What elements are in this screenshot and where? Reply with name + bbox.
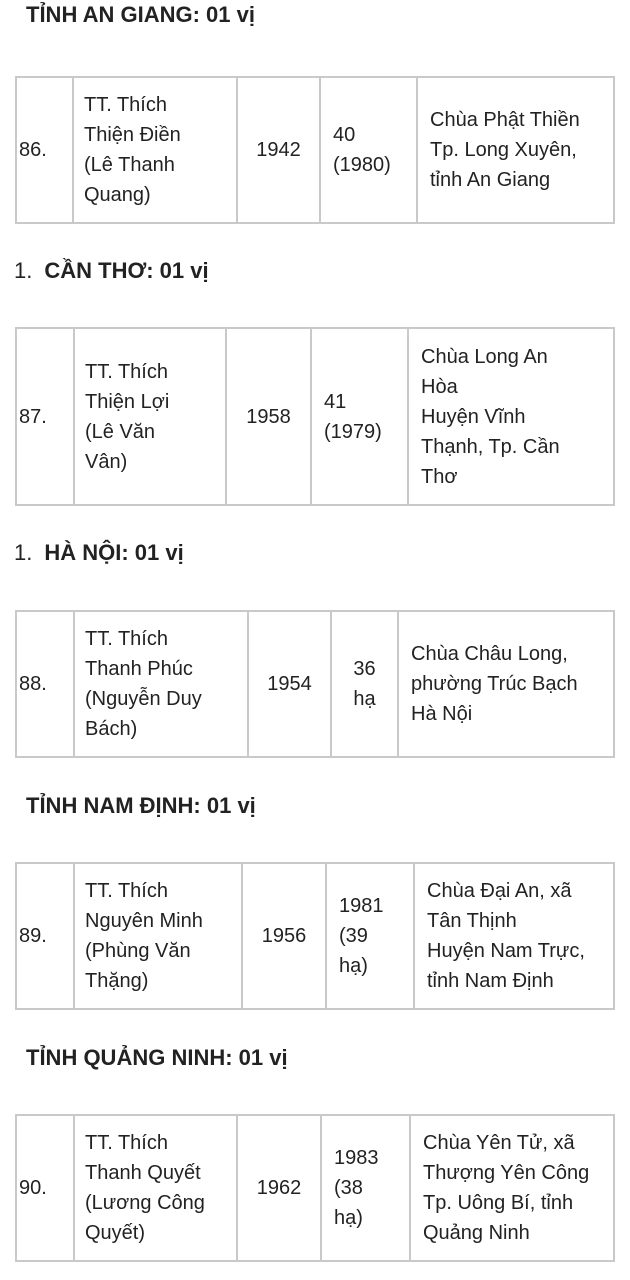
name-cell: TT. Thích Thanh Quyết (Lương Công Quyết) [74,1115,237,1261]
stt-cell: 87. [16,328,74,505]
address-cell: Chùa Châu Long, phường Trúc Bạch Hà Nội [398,611,614,757]
section-heading [14,793,256,819]
section-heading [14,540,184,566]
birth-year-cell: 1956 [242,863,326,1009]
birth-year-cell: 1942 [237,77,320,223]
section-title: TỈNH AN GIANG: 01 vị [26,2,255,27]
section-number: 1. [14,540,33,565]
table-row [16,611,614,757]
ha-cell: 40 (1980) [320,77,417,223]
record-table [15,862,615,1010]
stt-cell: 88. [16,611,74,757]
birth-year-cell: 1954 [248,611,331,757]
ha-cell: 41 (1979) [311,328,408,505]
record-table [15,327,615,506]
table-row [16,1115,614,1261]
record-table [15,76,615,224]
name-cell: TT. Thích Nguyên Minh (Phùng Văn Thặng) [74,863,242,1009]
stt-cell: 89. [16,863,74,1009]
stt-cell: 86. [16,77,73,223]
birth-year-cell: 1962 [237,1115,321,1261]
section-title: CẦN THƠ: 01 vị [44,258,209,283]
section-number: 1. [14,258,33,283]
section-title: HÀ NỘI: 01 vị [44,540,184,565]
table-row [16,863,614,1009]
section-title: TỈNH NAM ĐỊNH: 01 vị [26,793,256,818]
address-cell: Chùa Phật Thiền Tp. Long Xuyên, tỉnh An Giang [417,77,614,223]
record-table [15,610,615,758]
table-row [16,328,614,505]
section-heading [14,1045,288,1071]
ha-cell: 1983 (38 hạ) [321,1115,410,1261]
address-cell: Chùa Long An Hòa Huyện Vĩnh Thạnh, Tp. Cần Thơ [408,328,614,505]
name-cell: TT. Thích Thiện Điền (Lê Thanh Quang) [73,77,237,223]
section-heading [14,2,255,28]
address-cell: Chùa Đại An, xã Tân Thịnh Huyện Nam Trực, tỉnh Nam Định [414,863,614,1009]
address-cell: Chùa Yên Tử, xã Thượng Yên Công Tp. Uông Bí, tỉnh Quảng Ninh [410,1115,614,1261]
name-cell: TT. Thích Thanh Phúc (Nguyễn Duy Bách) [74,611,248,757]
name-cell: TT. Thích Thiện Lợi (Lê Văn Vân) [74,328,226,505]
record-table [15,1114,615,1262]
section-heading [14,258,209,284]
birth-year-cell: 1958 [226,328,311,505]
section-title: TỈNH QUẢNG NINH: 01 vị [26,1045,288,1070]
table-row [16,77,614,223]
ha-cell: 1981 (39 hạ) [326,863,414,1009]
ha-cell: 36 hạ [331,611,398,757]
stt-cell: 90. [16,1115,74,1261]
